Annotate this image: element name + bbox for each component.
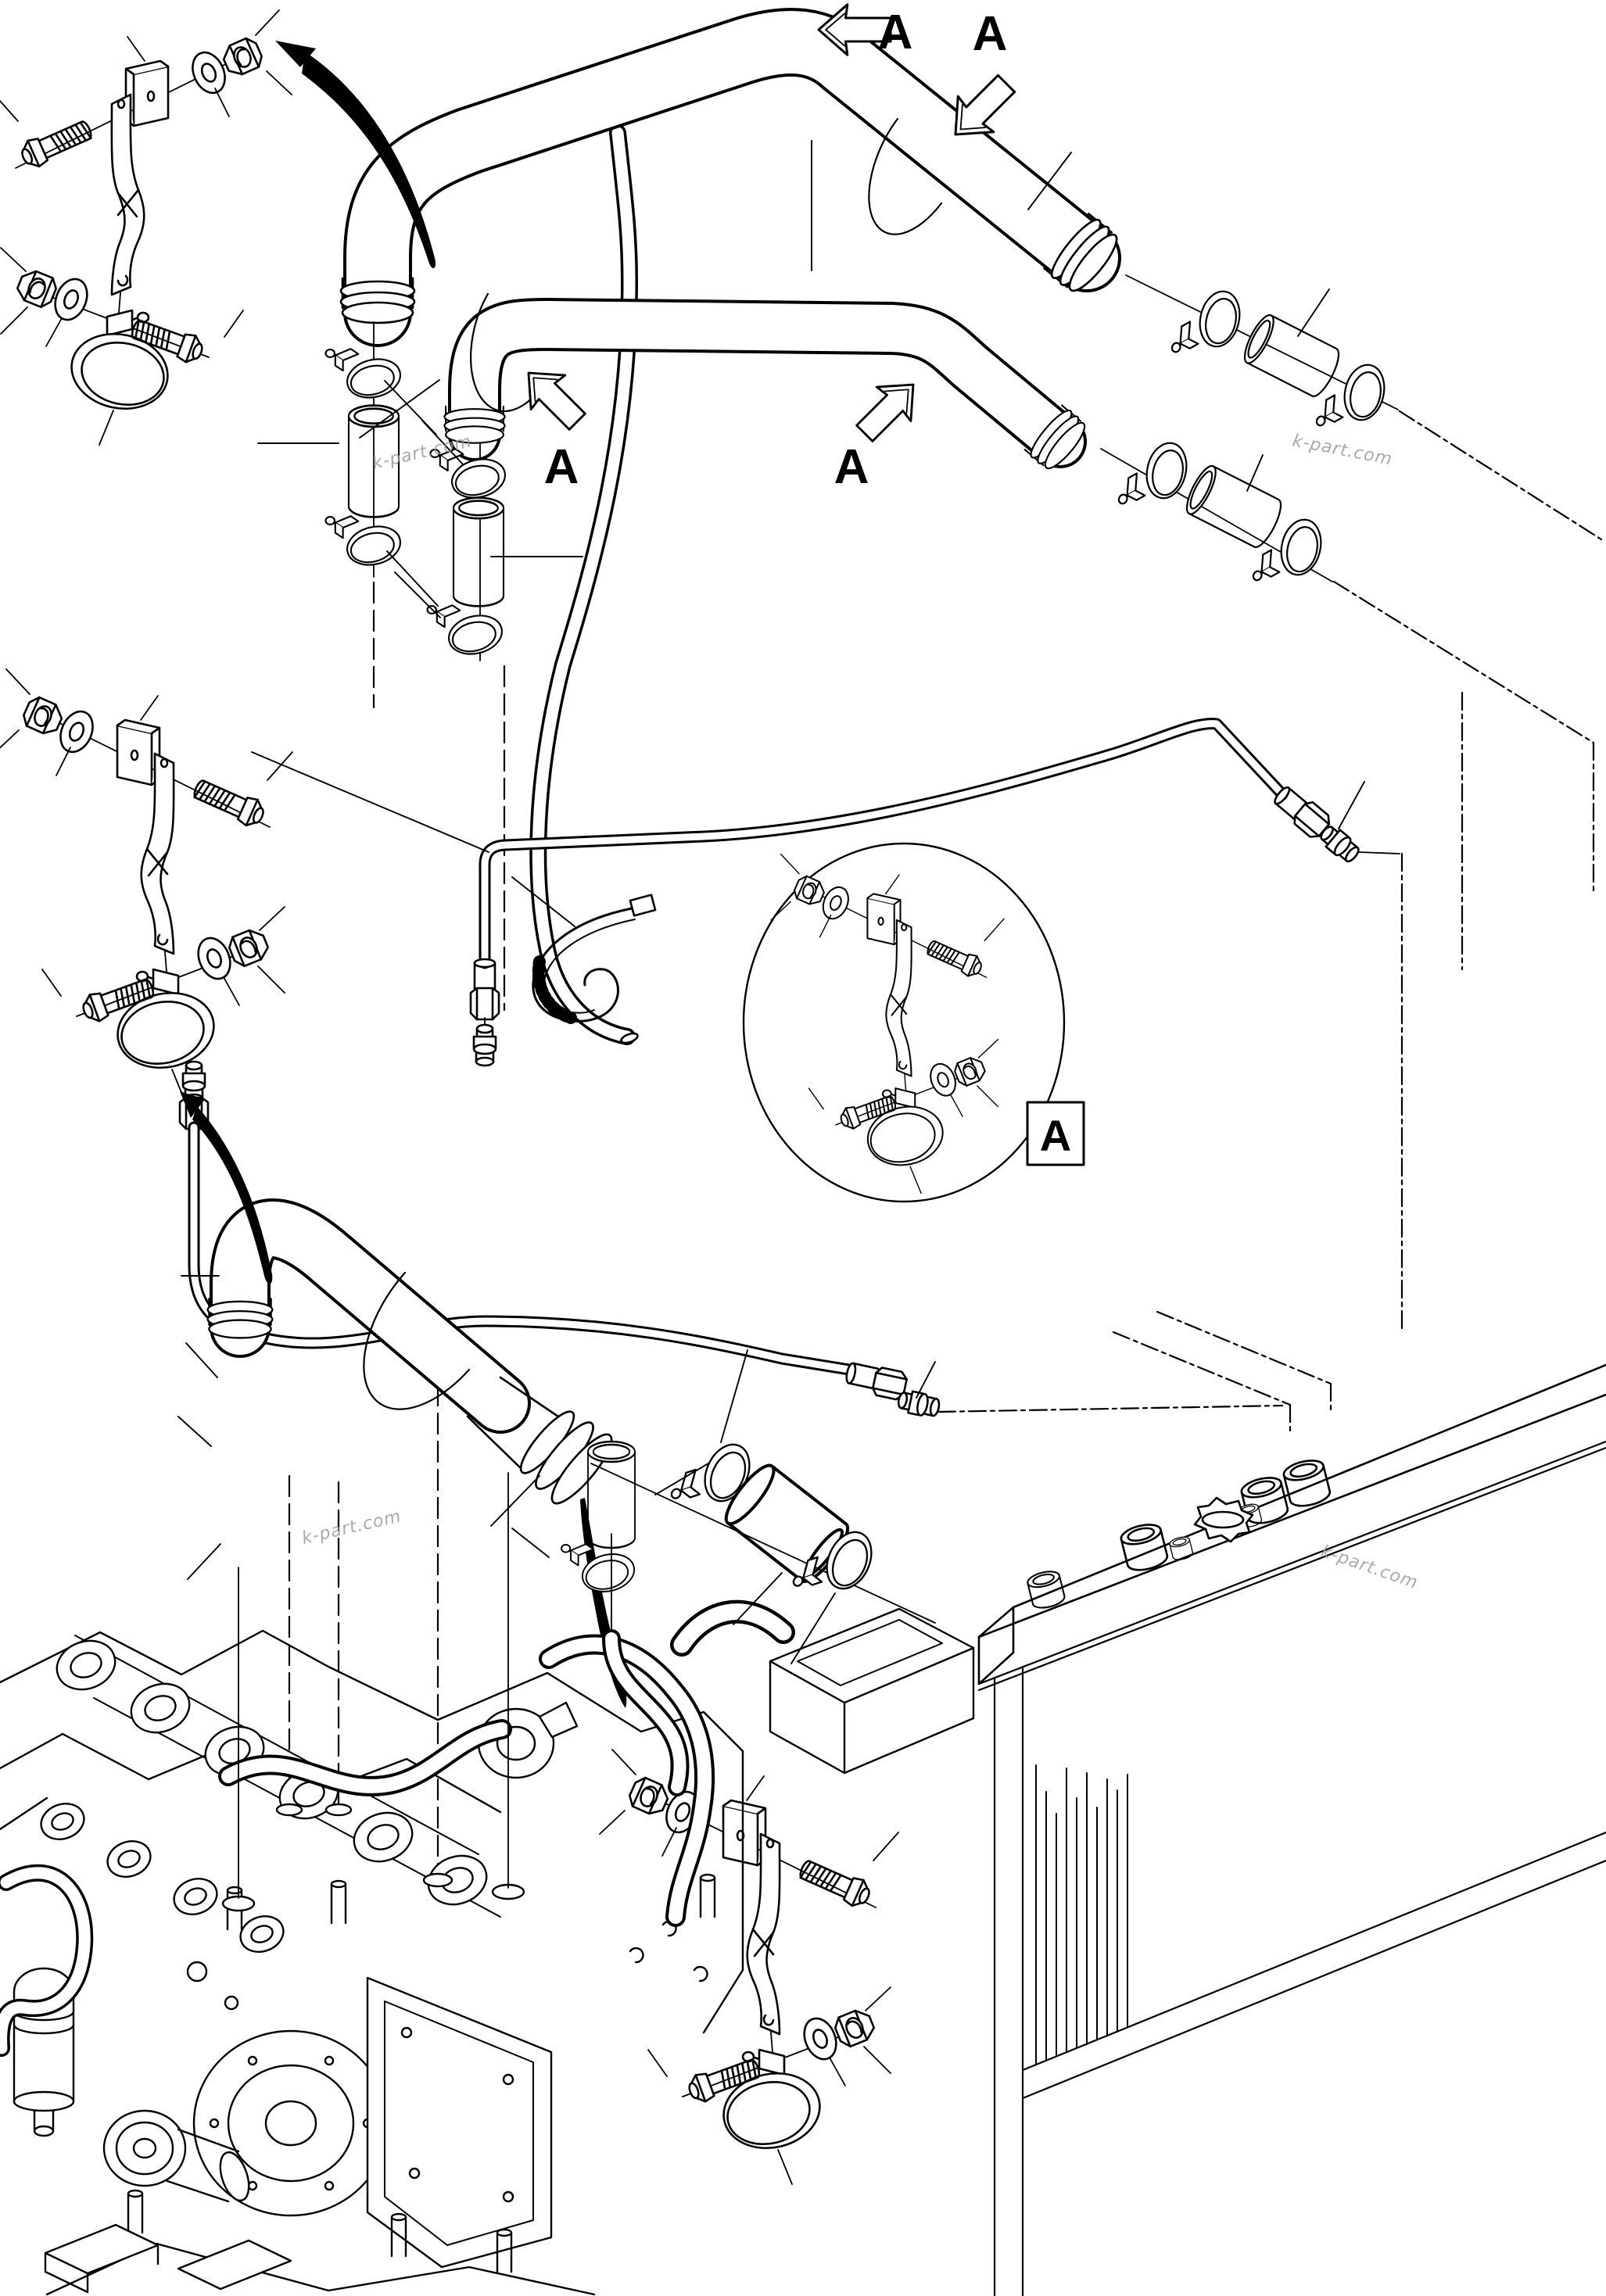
lower-cam-row (36, 1798, 289, 1958)
view-label-top-left: A (877, 5, 913, 59)
watermark: k-part.com (1290, 431, 1395, 470)
intake-duct-box (682, 1609, 973, 1773)
pipe-bracket-bottom (600, 1750, 898, 2184)
hose-series-middle (1101, 428, 1338, 604)
view-label-mid-right: A (833, 440, 869, 494)
view-arrow-upleft-icon (511, 356, 594, 439)
clamp-stack-middle (428, 444, 510, 661)
flywheel-housing (194, 2031, 388, 2215)
hose-series-top (1126, 275, 1401, 449)
watermark: k-part.com (1318, 1542, 1421, 1593)
water-hose-upper (471, 724, 1400, 1066)
radiator (979, 1365, 1606, 2296)
pipe-bracket-mid-left (0, 669, 292, 1104)
front-cover (367, 1978, 551, 2267)
view-label-mid-left: A (543, 440, 579, 494)
watermark: k-part.com (299, 1506, 403, 1549)
watermark: k-part.com (370, 432, 474, 474)
detail-box-label: A (1039, 1111, 1072, 1160)
curved-hose (538, 133, 639, 1044)
view-label-top-right: A (972, 7, 1008, 61)
detail-view-circle (744, 844, 1084, 1202)
view-arrow-upright-icon (848, 367, 930, 450)
pipe-bracket-top-left (0, 10, 292, 445)
